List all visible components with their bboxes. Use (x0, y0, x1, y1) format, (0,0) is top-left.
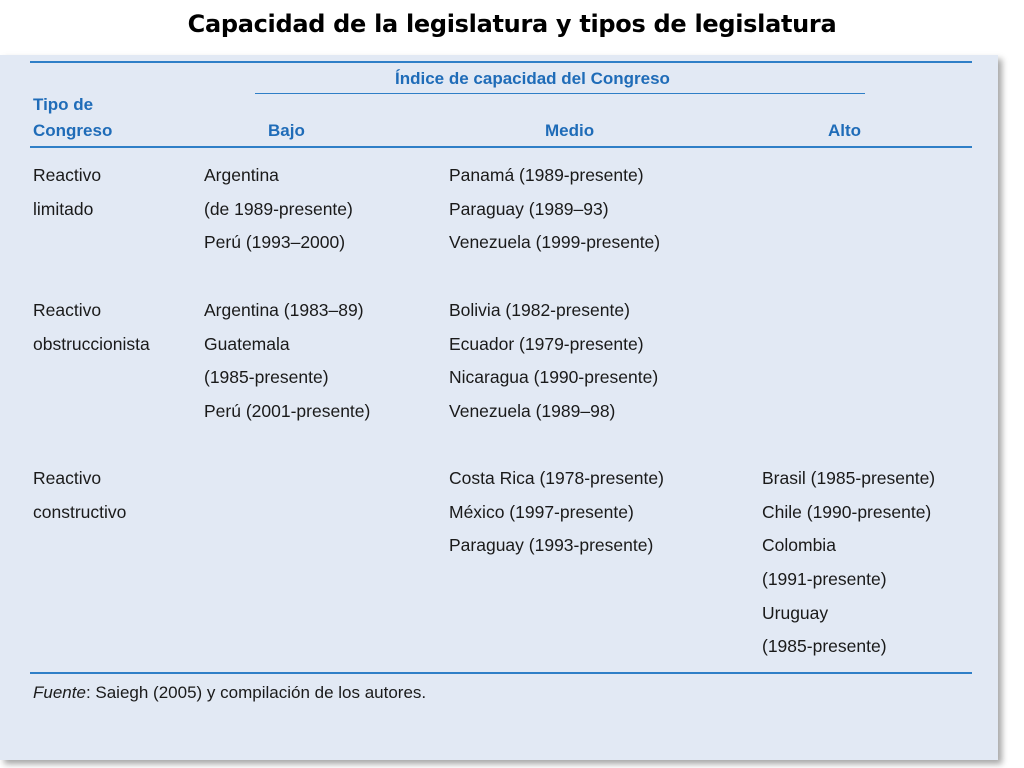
congress-type-line: Reactivo (33, 165, 102, 185)
country-cell-bajo (204, 294, 370, 429)
source-label: Fuente (33, 683, 86, 702)
country-cell-medio (449, 462, 664, 563)
country-entry: México (1997-presente) (449, 501, 634, 522)
country-entry: Paraguay (1989–93) (449, 198, 609, 219)
country-entry: (1985-presente) (762, 636, 887, 657)
country-entry: (1985-presente) (204, 367, 329, 388)
congress-type-cell (33, 159, 101, 226)
country-entry: Costa Rica (1978-presente) (449, 468, 664, 488)
country-entry: Ecuador (1979-presente) (449, 333, 644, 354)
country-entry: Perú (2001-presente) (204, 401, 371, 422)
country-entry: Uruguay (762, 602, 829, 623)
bottom-rule (30, 672, 972, 674)
row-header (33, 92, 112, 144)
header-rule (30, 146, 972, 148)
country-entry: (1991-presente) (762, 569, 887, 590)
country-entry: Brasil (1985-presente) (762, 468, 936, 488)
top-rule (30, 61, 972, 63)
country-entry: Argentina (1983–89) (204, 300, 364, 320)
country-entry: Nicaragua (1990-presente) (449, 367, 659, 388)
country-entry: Venezuela (1989–98) (449, 401, 616, 422)
country-entry: Chile (1990-presente) (762, 501, 932, 522)
column-header-alto: Alto (828, 121, 862, 140)
congress-type-line: Reactivo (33, 300, 102, 320)
country-entry: Venezuela (1999-presente) (449, 232, 661, 253)
country-entry: Bolivia (1982-presente) (449, 300, 630, 320)
country-cell-medio (449, 294, 658, 429)
congress-type-cell (33, 294, 150, 361)
country-entry: Argentina (204, 165, 279, 185)
country-entry: Panamá (1989-presente) (449, 165, 644, 185)
congress-type-line: obstruccionista (33, 333, 150, 354)
group-header: Índice de capacidad del Congreso (395, 69, 670, 88)
row-header-line: Congreso (33, 121, 113, 140)
source-note (33, 683, 426, 703)
group-header-rule (255, 93, 865, 94)
congress-type-line: limitado (33, 198, 94, 219)
slide-title: Capacidad de la legislatura y tipos de legislatura (187, 10, 837, 38)
congress-type-line: Reactivo (33, 468, 102, 488)
country-entry: Paraguay (1993-presente) (449, 535, 654, 556)
column-header-bajo: Bajo (268, 121, 305, 140)
column-header-medio: Medio (545, 121, 595, 140)
row-header-line: Tipo de (33, 95, 94, 114)
country-entry: Colombia (762, 535, 836, 556)
table-panel (0, 55, 998, 760)
country-entry: Perú (1993–2000) (204, 232, 346, 253)
country-entry: (de 1989-presente) (204, 198, 353, 219)
country-entry: Guatemala (204, 333, 290, 354)
source-text: : Saiegh (2005) y compilación de los autores. (85, 683, 427, 702)
congress-type-line: constructivo (33, 501, 127, 522)
country-cell-alto (762, 462, 935, 664)
country-cell-medio (449, 159, 660, 260)
country-cell-bajo (204, 159, 353, 260)
congress-type-cell (33, 462, 126, 529)
